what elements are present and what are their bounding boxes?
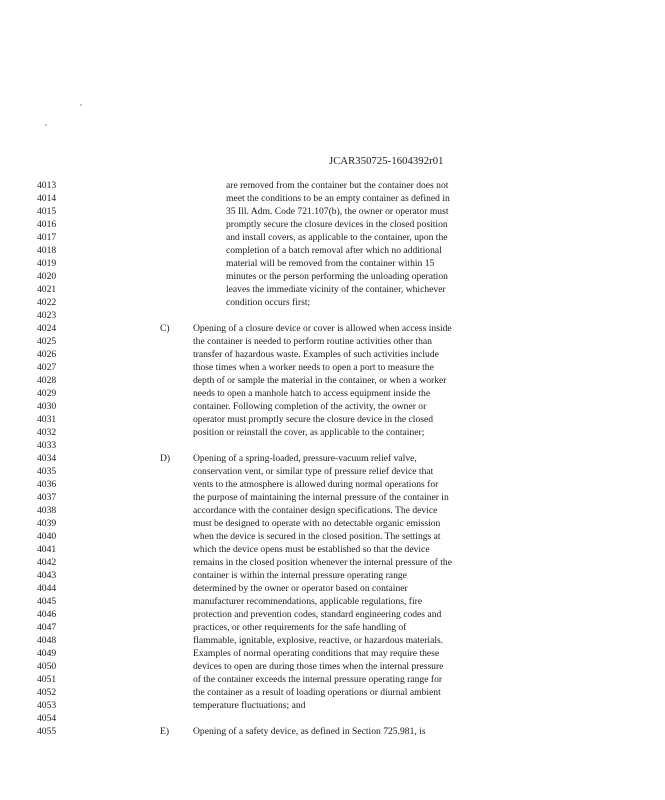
line-text: Opening of a closure device or cover is allowed when access inside xyxy=(193,323,452,334)
line-number: 4035 xyxy=(37,466,57,477)
line-text: temperature fluctuations; and xyxy=(193,700,306,711)
line-text: of the container exceeds the internal pressure operating range for xyxy=(193,674,443,685)
line-number: 4048 xyxy=(37,635,57,646)
line-number: 4026 xyxy=(37,349,57,360)
line-text: Opening of a safety device, as defined in Section 725.981, is xyxy=(193,726,426,737)
line-number: 4044 xyxy=(37,583,57,594)
line-number: 4036 xyxy=(37,479,57,490)
line-number: 4037 xyxy=(37,492,57,503)
line-number: 4040 xyxy=(37,531,57,542)
line-text: promptly secure the closure devices in the closed position xyxy=(226,219,448,230)
line-number: 4024 xyxy=(37,323,57,334)
line-number: 4052 xyxy=(37,687,57,698)
line-text: the purpose of maintaining the internal pressure of the container in xyxy=(193,492,449,503)
line-text: Opening of a spring-loaded, pressure-vacuum relief valve, xyxy=(193,453,417,464)
line-text: the container as a result of loading operations or diurnal ambient xyxy=(193,687,441,698)
line-text: must be designed to operate with no detectable organic emission xyxy=(193,518,441,529)
line-text: minutes or the person performing the unloading operation xyxy=(226,271,448,282)
line-text: transfer of hazardous waste. Examples of such activities include xyxy=(193,349,439,360)
line-text: needs to open a manhole hatch to access equipment inside the xyxy=(193,388,431,399)
line-number: 4023 xyxy=(37,310,57,321)
line-number: 4028 xyxy=(37,375,57,386)
line-text: which the device opens must be established so that the device xyxy=(193,544,430,555)
line-text: flammable, ignitable, explosive, reactive, or hazardous materials. xyxy=(193,635,444,646)
line-text: completion of a batch removal after which no additional xyxy=(226,245,442,256)
line-number: 4013 xyxy=(37,180,57,191)
line-number: 4034 xyxy=(37,453,57,464)
line-number: 4043 xyxy=(37,570,57,581)
line-number: 4027 xyxy=(37,362,57,373)
line-number: 4029 xyxy=(37,388,57,399)
line-text: when the device is secured in the closed position. The settings at xyxy=(193,531,441,542)
line-number: 4020 xyxy=(37,271,57,282)
scan-speck xyxy=(45,124,47,126)
line-number: 4054 xyxy=(37,713,57,724)
line-text: remains in the closed position whenever the internal pressure of the xyxy=(193,557,452,568)
line-number: 4049 xyxy=(37,648,57,659)
line-text: conservation vent, or similar type of pressure relief device that xyxy=(193,466,434,477)
line-text: manufacturer recommendations, applicable regulations, fire xyxy=(193,596,423,607)
document-id: JCAR350725-1604392r01 xyxy=(329,156,444,167)
line-number: 4016 xyxy=(37,219,57,230)
line-number: 4022 xyxy=(37,297,57,308)
line-number: 4015 xyxy=(37,206,57,217)
scan-speck xyxy=(80,104,82,106)
line-text: and install covers, as applicable to the container, upon the xyxy=(226,232,448,243)
line-number: 4046 xyxy=(37,609,57,620)
line-number: 4047 xyxy=(37,622,57,633)
line-number: 4055 xyxy=(37,726,57,737)
line-text: container. Following completion of the activity, the owner or xyxy=(193,401,427,412)
line-number: 4045 xyxy=(37,596,57,607)
line-text: practices, or other requirements for the safe handling of xyxy=(193,622,407,633)
line-text: depth of or sample the material in the container, or when a worker xyxy=(193,375,447,386)
line-text: operator must promptly secure the closure device in the closed xyxy=(193,414,434,425)
line-text: accordance with the container design specifications. The device xyxy=(193,505,438,516)
line-text: Examples of normal operating conditions that may require these xyxy=(193,648,440,659)
line-number: 4014 xyxy=(37,193,57,204)
line-number: 4025 xyxy=(37,336,57,347)
line-number: 4032 xyxy=(37,427,57,438)
line-number: 4033 xyxy=(37,440,57,451)
line-text: protection and prevention codes, standard engineering codes and xyxy=(193,609,442,620)
line-text: devices to open are during those times when the internal pressure xyxy=(193,661,444,672)
item-label: C) xyxy=(160,323,170,334)
line-text: position or reinstall the cover, as applicable to the container; xyxy=(193,427,425,438)
line-number: 4039 xyxy=(37,518,57,529)
line-number: 4019 xyxy=(37,258,57,269)
line-text: 35 Ill. Adm. Code 721.107(b), the owner or operator must xyxy=(226,206,449,217)
item-label: E) xyxy=(160,726,170,737)
line-number: 4030 xyxy=(37,401,57,412)
line-number: 4041 xyxy=(37,544,57,555)
line-text: meet the conditions to be an empty container as defined in xyxy=(226,193,450,204)
line-number: 4042 xyxy=(37,557,57,568)
line-text: leaves the immediate vicinity of the container, whichever xyxy=(226,284,446,295)
line-text: those times when a worker needs to open a port to measure the xyxy=(193,362,434,373)
line-number: 4031 xyxy=(37,414,57,425)
line-text: condition occurs first; xyxy=(226,297,311,308)
item-label: D) xyxy=(160,453,171,464)
line-number: 4018 xyxy=(37,245,57,256)
line-text: are removed from the container but the container does not xyxy=(226,180,449,191)
line-text: determined by the owner or operator based on container xyxy=(193,583,408,594)
line-text: the container is needed to perform routine activities other than xyxy=(193,336,432,347)
line-text: container is within the internal pressure operating range xyxy=(193,570,407,581)
line-number: 4053 xyxy=(37,700,57,711)
line-text: material will be removed from the container within 15 xyxy=(226,258,435,269)
line-number: 4051 xyxy=(37,674,57,685)
line-text: vents to the atmosphere is allowed during normal operations for xyxy=(193,479,439,490)
line-number: 4017 xyxy=(37,232,57,243)
line-number: 4050 xyxy=(37,661,57,672)
line-number: 4038 xyxy=(37,505,57,516)
line-number: 4021 xyxy=(37,284,57,295)
